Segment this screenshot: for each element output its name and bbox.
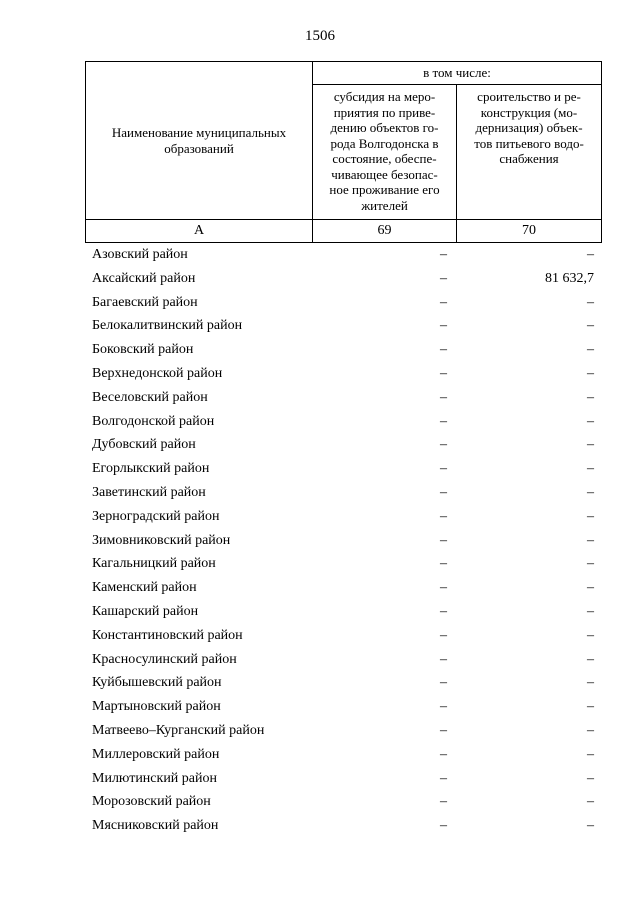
row-name: Каменский район xyxy=(92,580,197,596)
table-row xyxy=(92,744,598,768)
index-cell-69: 69 xyxy=(313,220,457,243)
header-line: чивающее безопас- xyxy=(331,166,438,182)
row-value-70: – xyxy=(587,342,594,358)
row-value-69: – xyxy=(440,294,447,310)
row-value-70: – xyxy=(587,770,594,786)
table-row xyxy=(92,268,598,292)
row-value-69: – xyxy=(440,627,447,643)
row-value-69: – xyxy=(440,556,447,572)
row-value-69: – xyxy=(440,389,447,405)
row-value-70: – xyxy=(587,603,594,619)
row-value-69: – xyxy=(440,342,447,358)
row-value-69: – xyxy=(440,413,447,429)
row-value-70: – xyxy=(587,532,594,548)
row-value-70: – xyxy=(587,413,594,429)
row-value-70: – xyxy=(587,627,594,643)
row-value-69: – xyxy=(440,722,447,738)
row-value-69: – xyxy=(440,699,447,715)
table-row xyxy=(92,315,598,339)
table-row xyxy=(92,649,598,673)
row-name: Мартыновский район xyxy=(92,699,221,715)
table-row xyxy=(92,815,598,839)
row-value-69: – xyxy=(440,770,447,786)
row-value-70: – xyxy=(587,651,594,667)
table-row xyxy=(92,530,598,554)
row-value-70: – xyxy=(587,318,594,334)
header-line: жителей xyxy=(361,197,408,213)
header-column-69-lines xyxy=(317,89,452,213)
row-value-70: – xyxy=(587,389,594,405)
table-row xyxy=(92,625,598,649)
header-line: рода Волгодонска в xyxy=(330,135,439,151)
header-group-label: в том числе: xyxy=(313,62,602,85)
row-value-70: – xyxy=(587,818,594,834)
header-line: ное проживание его xyxy=(329,182,440,197)
header-line: снабжения xyxy=(499,151,559,166)
row-name: Белокалитвинский район xyxy=(92,318,243,334)
row-name: Верхнедонской район xyxy=(92,365,223,381)
row-value-69: – xyxy=(440,794,447,810)
row-value-69: – xyxy=(440,580,447,596)
header-column-69 xyxy=(313,85,457,220)
table-row xyxy=(92,363,598,387)
table-row xyxy=(92,696,598,720)
row-value-69: – xyxy=(440,270,447,286)
row-value-69: – xyxy=(440,675,447,691)
row-value-70: – xyxy=(587,461,594,477)
row-name: Заветинский район xyxy=(92,484,206,500)
row-name: Константиновский район xyxy=(92,627,243,643)
row-name: Миллеровский район xyxy=(92,746,220,762)
table-row xyxy=(92,292,598,316)
row-value-70: – xyxy=(587,508,594,524)
row-name: Зерноградский район xyxy=(92,508,220,524)
table-row xyxy=(92,768,598,792)
row-name: Красносулинский район xyxy=(92,651,237,667)
header-line: тов питьевого водо- xyxy=(474,135,584,151)
row-value-69: – xyxy=(440,818,447,834)
row-value-69: – xyxy=(440,746,447,762)
row-name: Куйбышевский район xyxy=(92,675,222,691)
table-header xyxy=(85,61,602,243)
row-value-69: – xyxy=(440,508,447,524)
header-line: сроительство и ре- xyxy=(477,89,581,104)
row-name: Кашарский район xyxy=(92,603,199,619)
row-value-69: – xyxy=(440,484,447,500)
header-column-70-lines xyxy=(461,89,597,167)
header-line: дению объектов го- xyxy=(330,120,439,135)
row-name: Багаевский район xyxy=(92,294,198,310)
table-row xyxy=(92,791,598,815)
row-value-69: – xyxy=(440,318,447,334)
table-row xyxy=(92,387,598,411)
row-name: Дубовский район xyxy=(92,437,196,453)
table-body xyxy=(92,244,598,839)
row-value-70: 81 632,7 xyxy=(545,270,594,286)
page-number: 1506 xyxy=(305,28,335,44)
row-name: Азовский район xyxy=(92,247,188,262)
row-value-70: – xyxy=(587,746,594,762)
row-value-69: – xyxy=(440,365,447,381)
header-line: приятия по приве- xyxy=(333,104,436,120)
row-value-70: – xyxy=(587,484,594,500)
table-row xyxy=(92,506,598,530)
table-row xyxy=(92,577,598,601)
row-value-70: – xyxy=(587,794,594,810)
row-value-70: – xyxy=(587,294,594,310)
row-name: Мясниковский район xyxy=(92,818,219,834)
index-cell-a: А xyxy=(86,220,313,243)
header-name-column: Наименование муниципальных образований xyxy=(86,62,313,220)
row-value-69: – xyxy=(440,651,447,667)
row-name: Кагальницкий район xyxy=(92,556,216,572)
table-row xyxy=(92,244,598,268)
table-row xyxy=(92,672,598,696)
header-column-70 xyxy=(457,85,602,220)
table-row xyxy=(92,553,598,577)
row-value-69: – xyxy=(440,532,447,548)
row-name: Егорлыкский район xyxy=(92,461,210,477)
row-value-70: – xyxy=(587,437,594,453)
row-name: Морозовский район xyxy=(92,794,211,810)
row-name: Боковский район xyxy=(92,342,194,358)
row-name: Милютинский район xyxy=(92,770,218,786)
index-cell-70: 70 xyxy=(457,220,602,243)
row-value-70: – xyxy=(587,722,594,738)
header-line: дернизация) объек- xyxy=(475,120,583,135)
table-row xyxy=(92,601,598,625)
row-name: Аксайский район xyxy=(92,270,196,286)
row-value-70: – xyxy=(587,556,594,572)
row-value-69: – xyxy=(440,461,447,477)
row-value-70: – xyxy=(587,365,594,381)
row-value-69: – xyxy=(440,603,447,619)
table-row xyxy=(92,339,598,363)
table-row xyxy=(92,411,598,435)
row-name: Веселовский район xyxy=(92,389,208,405)
table-row xyxy=(92,482,598,506)
table-row xyxy=(92,434,598,458)
row-name: Матвеево–Курганский район xyxy=(92,722,265,738)
row-name: Зимовниковский район xyxy=(92,532,231,548)
header-line: субсидия на меро- xyxy=(333,89,436,104)
row-value-70: – xyxy=(587,699,594,715)
row-name: Волгодонской район xyxy=(92,413,215,429)
row-value-70: – xyxy=(587,247,594,262)
header-line: конструкция (мо- xyxy=(480,104,578,120)
table-row xyxy=(92,720,598,744)
row-value-69: – xyxy=(440,247,447,262)
row-value-69: – xyxy=(440,437,447,453)
row-value-70: – xyxy=(587,675,594,691)
header-line: состояние, обеспе- xyxy=(332,151,437,166)
table-row xyxy=(92,458,598,482)
row-value-70: – xyxy=(587,580,594,596)
